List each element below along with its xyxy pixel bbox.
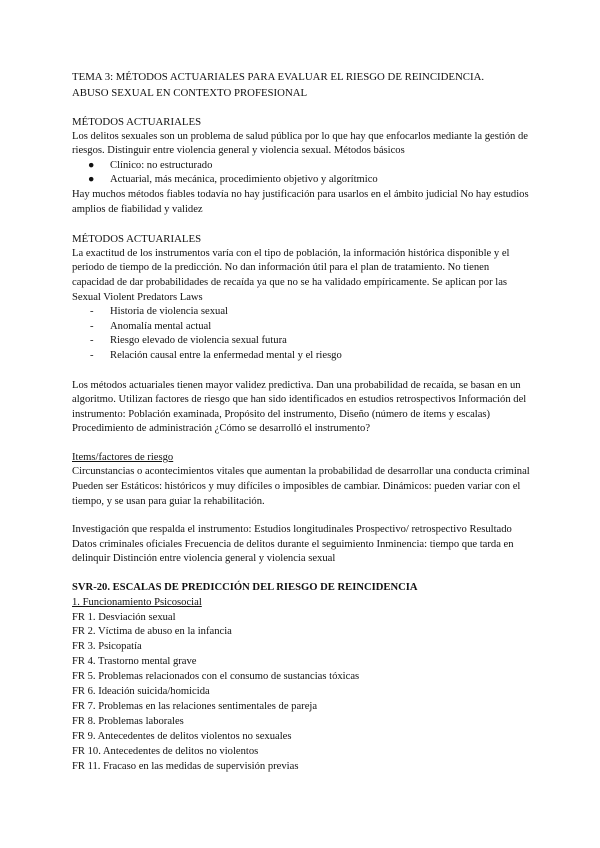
dash-marker: - [90, 320, 94, 332]
risk-factor-item: FR 5. Problemas relacionados con el consumo de sustancias tóxicas [72, 671, 360, 683]
document-title-line-2: ABUSO SEXUAL EN CONTEXTO PROFESIONAL [72, 87, 308, 99]
document-body [72, 69, 532, 775]
section-1-paragraph-2: Hay muchos métodos fiables todavía no hay justificación para usarlos en el ámbito judicial No hay estudios amplios de fiabilidad y validez [72, 188, 529, 215]
research-paragraph: Investigación que respalda el instrumento: Estudios longitudinales Prospectivo/ retrospectivo Resultado Datos criminales oficiales Frecuencia de delitos durante el seguimiento Inminencia: tiempo que tarda en delinquir Distinción entre violencia general y violencia sexual [72, 524, 514, 565]
list-item: - Anomalía mental actual [72, 320, 532, 335]
risk-factor-item: FR 7. Problemas en las relaciones sentimentales de pareja [72, 700, 318, 712]
section-heading-metodos-1: MÉTODOS ACTUARIALES [72, 116, 202, 128]
risk-factor-item: FR 8. Problemas laborales [72, 715, 184, 727]
list-item: - Riesgo elevado de violencia sexual futura [72, 334, 532, 349]
laws-dash-list [72, 305, 532, 363]
risk-factor-item: FR 1. Desviación sexual [72, 611, 176, 623]
items-heading: Items/factores de riesgo [72, 451, 174, 463]
section-1-paragraph: Los delitos sexuales son un problema de salud pública por lo que hay que enfocarlos mediante la gestión de riesgos. Distinguir entre violencia general y violencia sexual. Métodos básicos [72, 130, 528, 157]
list-item: ● Actuarial, más mecánica, procedimiento objetivo y algorítmico [72, 173, 532, 188]
svr-subheading: 1. Funcionamiento Psicosocial [72, 596, 202, 608]
section-2-paragraph: La exactitud de los instrumentos varía con el tipo de población, la información histórica disponible y el periodo de tiempo de la predicción. No dan información útil para el plan de tratamiento. No tienen capacidad de dar probabilidades de recaída ya que no se ha validado empíricamente. Se aplican por las Sexual Violent Predators Laws [72, 247, 510, 303]
dash-marker: - [90, 349, 94, 361]
section-heading-metodos-2: MÉTODOS ACTUARIALES [72, 233, 202, 246]
risk-factor-item: FR 11. Fracaso en las medidas de supervisión previas [72, 760, 299, 772]
document-title-line-1: TEMA 3: MÉTODOS ACTUARIALES PARA EVALUAR EL RIESGO DE REINCIDENCIA. [72, 71, 485, 83]
bullet-icon: ● [88, 159, 95, 171]
dash-marker: - [90, 306, 94, 318]
items-paragraph: Circunstancias o acontecimientos vitales que aumentan la probabilidad de desarrollar una conducta criminal Pueden ser Estáticos: históricos y muy difíciles o imposibles de cambiar. Dinámicos: pueden variar con el tiempo, y se usan para guiar la rehabilitación. [72, 466, 530, 507]
svr-heading: SVR-20. ESCALAS DE PREDICCIÓN DEL RIESGO DE REINCIDENCIA [72, 582, 418, 594]
bullet-icon: ● [88, 174, 95, 186]
list-item: - Historia de violencia sexual [72, 305, 532, 320]
risk-factor-item: FR 4. Trastorno mental grave [72, 656, 197, 668]
list-item: ● Clínico: no estructurado [72, 159, 532, 174]
risk-factor-item: FR 9. Antecedentes de delitos violentos no sexuales [72, 730, 292, 742]
risk-factor-item: FR 2. Víctima de abuso en la infancia [72, 626, 232, 638]
methods-bullet-list [72, 159, 532, 188]
risk-factor-item: FR 10. Antecedentes de delitos no violentos [72, 745, 259, 757]
risk-factor-item: FR 3. Psicopatía [72, 641, 142, 653]
risk-factor-item: FR 6. Ideación suicida/homicida [72, 686, 210, 698]
validity-paragraph: Los métodos actuariales tienen mayor validez predictiva. Dan una probabilidad de recaída, se basan en un algoritmo. Utilizan factores de riesgo que han sido identificados en estudios retrospectivos Información del instrumento: Población examinada, Propósito del instrumento, Diseño (número de ítems y escalas) Procedimiento de administración ¿Cómo se desarrolló el instrumento? [72, 379, 527, 435]
dash-marker: - [90, 335, 94, 347]
list-item: - Relación causal entre la enfermedad mental y el riesgo [72, 349, 532, 364]
